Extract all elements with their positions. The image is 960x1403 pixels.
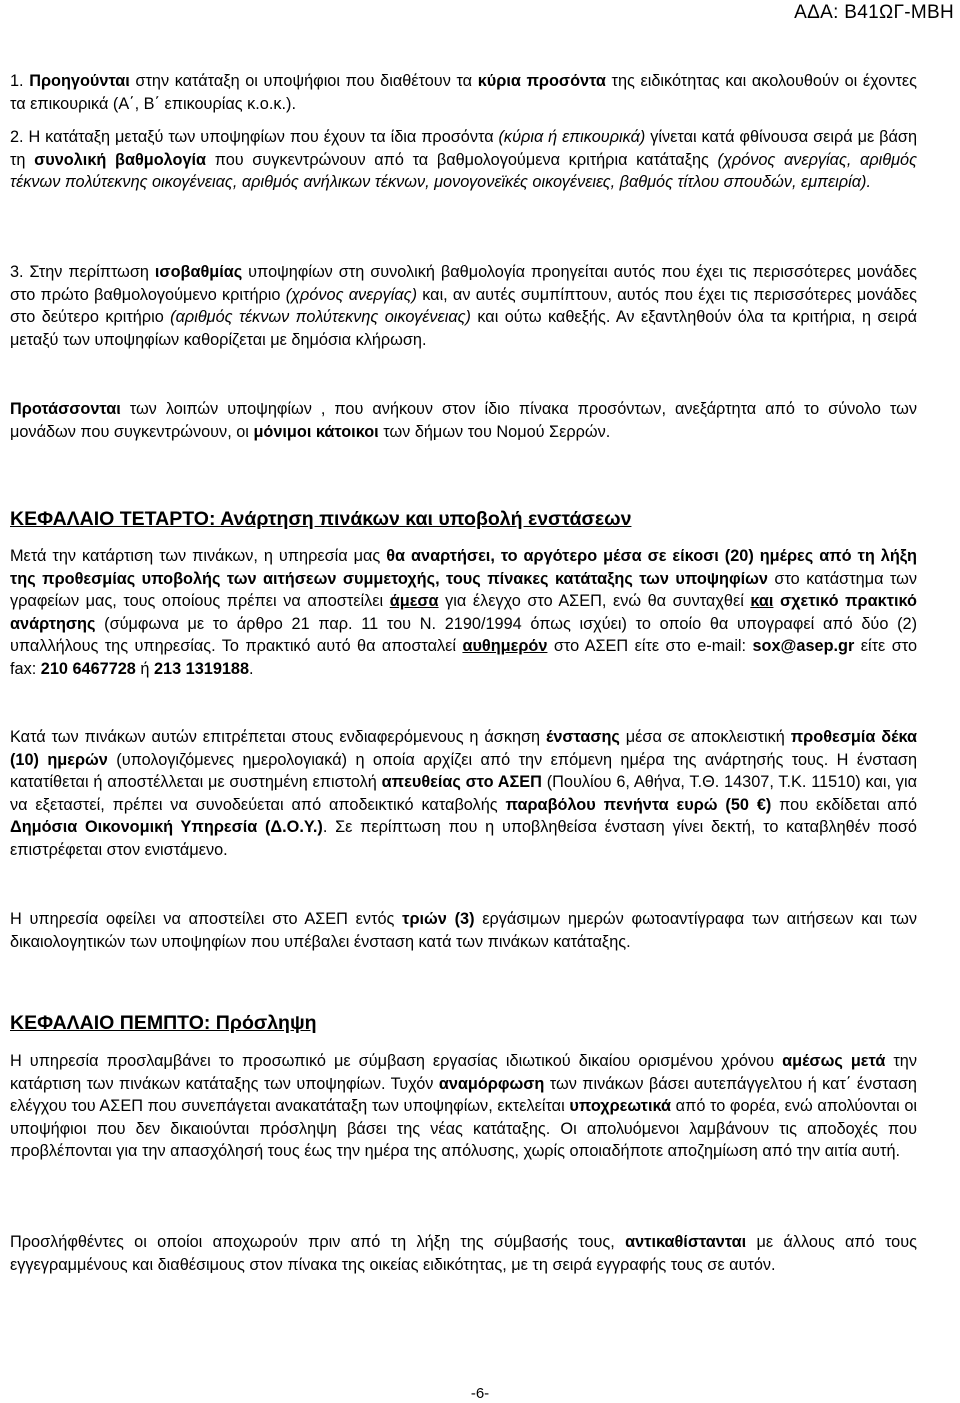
emphasis: Προτάσσονται — [10, 400, 121, 418]
priority-paragraph: Προτάσσονται των λοιπών υποψηφίων , που ανήκουν στον ίδιο πίνακα προσόντων, ανεξάρτητα από το σύνολο των μονάδων που συγκεντρώνουν, οι μόνιμοι κάτοικοι των δήμων του Νομού Σερρών. — [10, 400, 917, 441]
emphasis: μόνιμοι κάτοικοι — [253, 422, 379, 441]
objection-paragraph: Κατά των πινάκων αυτών επιτρέπεται στους ενδιαφερόμενους η άσκηση ένστασης μέσα σε αποκλειστική προθεσμία δέκα (10) ημερών (υπολογιζόμενες ημερολογιακά) η οποία αρχίζει από την επόμενη ημέρα της ανάρτησής τους. Η ένσταση κατατίθεται ή αποστέλλεται με συστημένη επιστολή απευθείας στο ΑΣΕΠ (Πουλίου 6, Αθήνα, Τ.Θ. 14307, Τ.Κ. 11510) και, για να εξεταστεί, πρέπει να συνοδεύεται από αποδεικτικό καταβολής παραβόλου πενήντα ευρώ (50 €) που εκδίδεται από Δημόσια Οικονομική Υπηρεσία (Δ.Ο.Υ.). Σε περίπτωση που η υποβληθείσα ένσταση γίνει δεκτή, το καταβληθέν ποσό επιστρέφεται στον ενιστάμενο. — [10, 728, 918, 859]
forwarding-paragraph: Η υπηρεσία οφείλει να αποστείλει στο ΑΣΕΠ εντός τριών (3) εργάσιμων ημερών φωτοαντίγραφα των αιτήσεων και των δικαιολογητικών των υποψηφίων που υπέβαλει ένσταση κατά των πινάκων κατάταξης. — [10, 910, 917, 951]
posting-paragraph: Μετά την κατάρτιση των πινάκων, η υπηρεσία μας θα αναρτήσει, το αργότερο μέσα σε είκοσι (20) ημέρες από τη λήξη της προθεσμίας υποβολής των αιτήσεων συμμετοχής, τους πίνακες κατάταξης των υποψηφίων στο κατάστημα των γραφείων μας, τους οποίους πρέπει να αποστείλει άμεσα για έλεγχο στο ΑΣΕΠ, ενώ θα συνταχθεί και σχετικό πρακτικό ανάρτησης (σύμφωνα με το άρθρο 21 παρ. 11 του Ν. 2190/1994 όπως ισχύει) το οποίο θα υπογραφεί από δύο (2) υπαλλήλους της υπηρεσίας. Το πρακτικό αυτό θα αποσταλεί αυθημερόν στο ΑΣΕΠ είτε στο e-mail: sox@asep.gr είτε στο fax: 210 6467728 ή 213 1319188. — [10, 547, 918, 678]
emphasis: ισοβαθμίας — [154, 263, 243, 281]
chapter-five-heading: ΚΕΦΑΛΑΙΟ ΠΕΜΠΤΟ: Πρόσληψη — [10, 1012, 317, 1034]
page-number: -6- — [470, 1385, 490, 1402]
criteria-paragraph-3: 3. Στην περίπτωση ισοβαθμίας υποψηφίων στη συνολική βαθμολογία προηγείται αυτός που έχει τις περισσότερες μονάδες στο πρώτο βαθμολογούμενο κριτήριο (χρόνος ανεργίας) και, αν αυτές συμπίπτουν, αυτός που έχει τις περισσότερες μονάδες στο δεύτερο κριτήριο (αριθμός τέκνων πολύτεκνης οικογένειας) και ούτω καθεξής. Αν εξαντληθούν όλα τα κριτήρια, η σειρά μεταξύ των υποψηφίων καθορίζεται με δημόσια κλήρωση. — [10, 263, 918, 349]
emphasis: συνολική βαθμολογία — [34, 150, 207, 169]
ada-code: ΑΔΑ: Β41ΩΓ-ΜΒΗ — [794, 2, 954, 23]
fax-number: 213 1319188 — [153, 659, 250, 678]
emphasis: Προηγούνται — [29, 72, 130, 90]
replacement-paragraph: Προσλήφθέντες οι οποίοι αποχωρούν πριν από τη λήξη της σύμβασής τους, αντικαθίστανται με άλλους από τους εγγεγραμμένους και διαθέσιμους στον πίνακα της οικείας ειδικότητας, με τη σειρά εγγραφής τους σε αυτόν. — [10, 1233, 917, 1274]
emphasis: κύρια προσόντα — [477, 72, 606, 90]
hiring-paragraph: Η υπηρεσία προσλαμβάνει το προσωπικό με σύμβαση εργασίας ιδιωτικού δικαίου ορισμένου χρόνου αμέσως μετά την κατάρτιση των πινάκων κατάταξης των υποψηφίων. Τυχόν αναμόρφωση των πινάκων βάσει αυτεπάγγελτου ή κατ΄ ένσταση ελέγχου του ΑΣΕΠ που συνεπάγεται ανακατάταξη των υποψηφίων, εκτελείται υποχρεωτικά από το φορέα, ενώ απολύονται οι υποψήφιοι που δεν δικαιούνται πρόσληψη βάσει της νέας κατάταξης. Οι απολυόμενοι λαμβάνουν τις αποδοχές που προβλέπονται για την απασχόλησή τους έως την ημέρα της απόλυσης, χωρίς οποιαδήποτε αποζημίωση από την αιτία αυτή. — [10, 1052, 917, 1161]
fax-number: 210 6467728 — [40, 659, 136, 678]
chapter-four-heading: ΚΕΦΑΛΑΙΟ ΤΕΤΑΡΤΟ: Ανάρτηση πινάκων και υποβολή ενστάσεων — [10, 508, 632, 530]
criteria-paragraph-1: 1. Προηγούνται στην κατάταξη οι υποψήφιοι που διαθέτουν τα κύρια προσόντα της ειδικότητας και ακολουθούν οι έχοντες τα επικουρικά (Α΄, Β΄ επικουρίας κ.ο.κ.). — [10, 72, 917, 113]
criteria-paragraph-2: 2. Η κατάταξη μεταξύ των υποψηφίων που έχουν τα ίδια προσόντα (κύρια ή επικουρικά) γίνεται κατά φθίνουσα σειρά με βάση τη συνολική βαθμολογία που συγκεντρώνουν από τα βαθμολογούμενα κριτήρια κατάταξης (χρόνος ανεργίας, αριθμός τέκνων πολύτεκνης οικογένειας, αριθμός ανήλικων τέκνων, μονογονεϊκές οικογένειες, βαθμός τίτλου σπουδών, εμπειρία). — [10, 128, 918, 192]
email-address: sox@asep.gr — [752, 637, 855, 656]
